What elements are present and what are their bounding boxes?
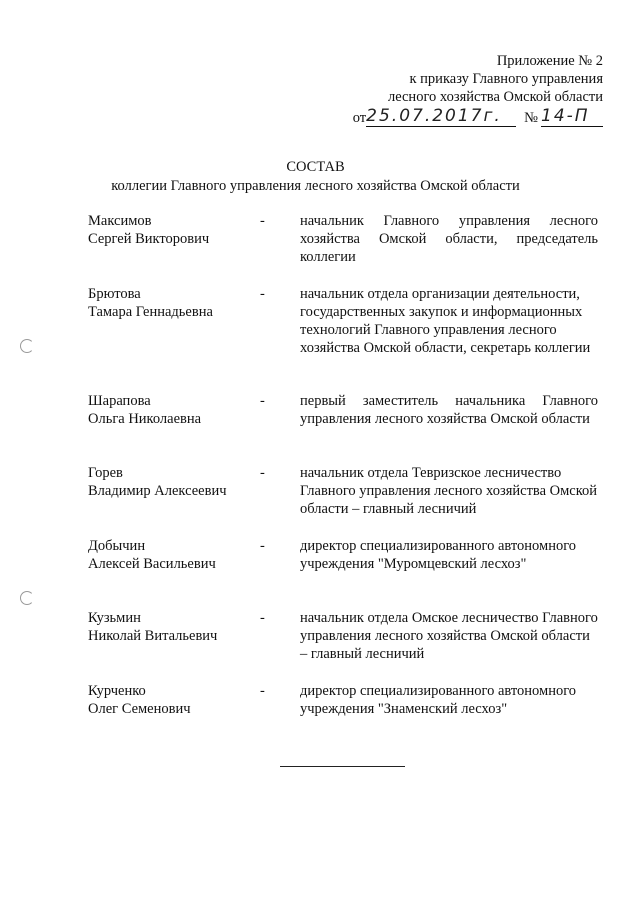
member-given-names: Тамара Геннадьевна xyxy=(88,304,213,320)
member-position: начальник отдела организации деятельности, государственных закупок и информационных технологий Главного управления лесного хозяйства Омской области, секретарь коллегии xyxy=(300,286,591,356)
document-subtitle: коллегии Главного управления лесного хозяйства Омской области xyxy=(111,178,520,194)
appendix-order-ref: к приказу Главного управления xyxy=(409,71,603,87)
member-position: начальник отдела Тевризское лесничество Главного управления лесного хозяйства Омской области – главный лесничий xyxy=(300,465,598,517)
member-surname: Кузьмин xyxy=(88,610,141,626)
member-name xyxy=(88,212,258,248)
member-dash: - xyxy=(260,213,265,229)
member-position: директор специализированного автономного учреждения "Муромцевский лесхоз" xyxy=(300,538,577,572)
member-given-names: Ольга Николаевна xyxy=(88,411,202,427)
member-dash: - xyxy=(260,393,265,409)
member-dash: - xyxy=(260,683,265,699)
member-name xyxy=(88,609,258,645)
member-surname: Максимов xyxy=(88,213,152,229)
member-position: первый заместитель начальника Главного управления лесного хозяйства Омской области xyxy=(300,393,598,427)
document-title-block xyxy=(0,158,631,196)
order-number-handwritten: 14-П xyxy=(541,106,603,127)
document-title: СОСТАВ xyxy=(286,159,345,175)
member-given-names: Олег Семенович xyxy=(88,701,191,717)
member-given-names: Алексей Васильевич xyxy=(88,556,216,572)
member-dash: - xyxy=(260,538,265,554)
member-given-names: Николай Витальевич xyxy=(88,628,218,644)
appendix-header xyxy=(353,52,603,127)
punch-hole-mark xyxy=(20,591,34,605)
member-name xyxy=(88,285,258,321)
member-name xyxy=(88,682,258,718)
appendix-authority: лесного хозяйства Омской области xyxy=(387,89,603,105)
member-dash: - xyxy=(260,610,265,626)
order-date-number-line xyxy=(353,106,603,127)
member-surname: Брютова xyxy=(88,286,141,302)
number-prefix: № xyxy=(524,110,538,126)
member-given-names: Владимир Алексеевич xyxy=(88,483,227,499)
member-dash: - xyxy=(260,286,265,302)
member-position: начальник отдела Омское лесничество Главного управления лесного хозяйства Омской области – главный лесничий xyxy=(300,610,598,662)
closing-separator-line xyxy=(280,766,405,767)
member-given-names: Сергей Викторович xyxy=(88,231,210,247)
member-surname: Горев xyxy=(88,465,123,481)
member-surname: Шарапова xyxy=(88,393,151,409)
member-name xyxy=(88,464,258,500)
order-date-handwritten: 25.07.2017г. xyxy=(366,106,516,127)
date-prefix: от xyxy=(352,110,367,126)
member-surname: Курченко xyxy=(88,683,146,699)
member-position: директор специализированного автономного учреждения "Знаменский лесхоз" xyxy=(300,683,577,717)
member-name xyxy=(88,392,258,428)
member-name xyxy=(88,537,258,573)
member-position: начальник Главного управления лесного хозяйства Омской области, председатель коллегии xyxy=(300,213,598,265)
punch-hole-mark xyxy=(20,339,34,353)
member-dash: - xyxy=(260,465,265,481)
appendix-title: Приложение № 2 xyxy=(496,53,603,69)
member-surname: Добычин xyxy=(88,538,146,554)
